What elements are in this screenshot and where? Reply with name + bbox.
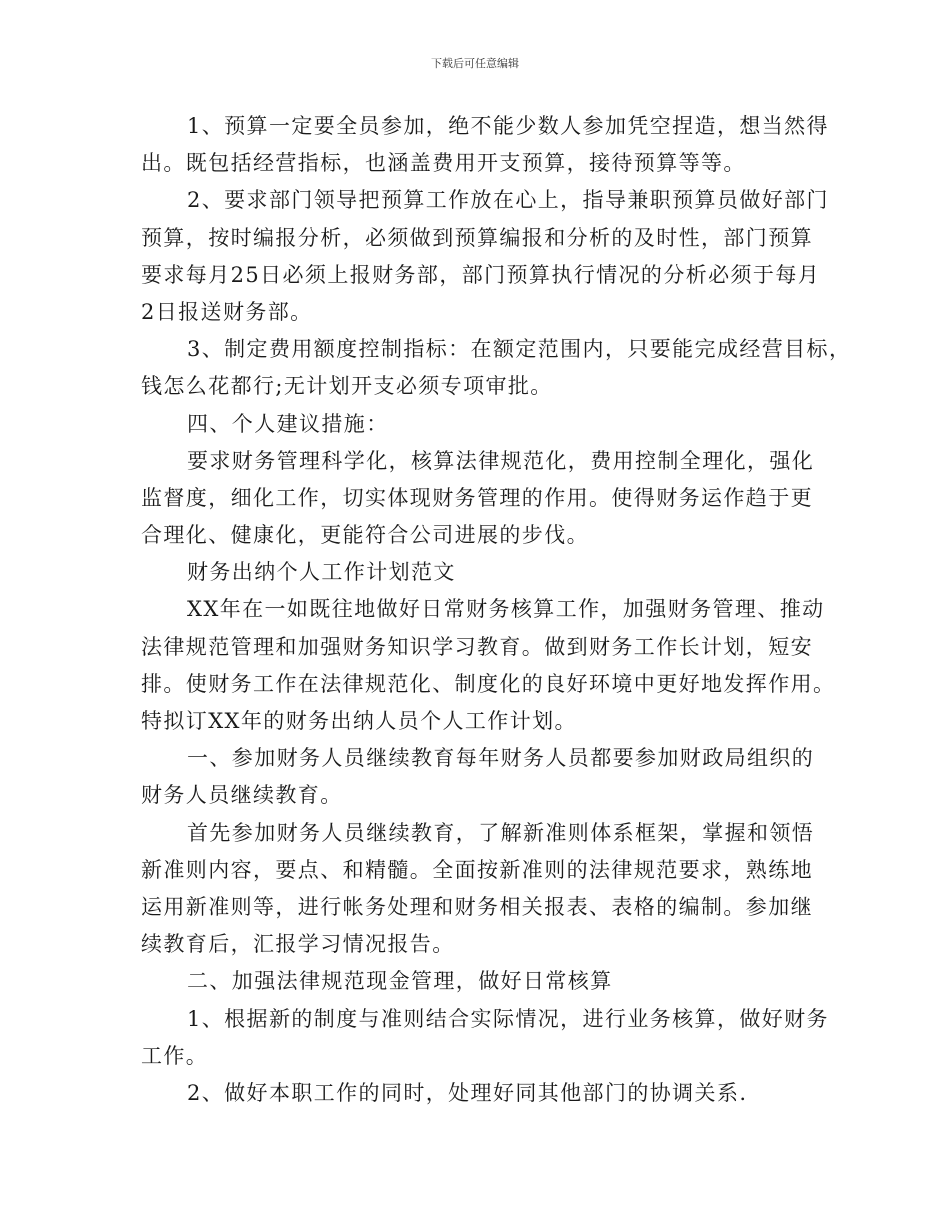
text-line: 特拟订XX年的财务出纳人员个人工作计划。 (141, 709, 577, 733)
text-line: 2日报送财务部。 (141, 299, 313, 324)
page-header-note: 下载后可任意编辑 (431, 57, 519, 70)
text-line: 续教育后，汇报学习情况报告。 (141, 932, 455, 957)
text-line: 预算，按时编报分析，必须做到预算编报和分析的及时性，部门预算 (141, 225, 813, 250)
text-line: 3、制定费用额度控制指标：在额定范围内，只要能完成经营目标， (187, 337, 852, 362)
text-line: 监督度，细化工作，切实体现财务管理的作用。使得财务运作趋于更 (141, 485, 813, 510)
text-line: 新准则内容，要点、和精髓。全面按新准则的法律规范要求，熟练地 (141, 857, 813, 882)
text-line: 合理化、健康化，更能符合公司进展的步伐。 (141, 523, 589, 548)
text-line: 2、做好本职工作的同时，处理好同其他部门的协调关系. (187, 1080, 748, 1105)
text-line: 1、根据新的制度与准则结合实际情况，进行业务核算，做好财务 (187, 1006, 829, 1031)
text-line: 排。使财务工作在法律规范化、制度化的良好环境中更好地发挥作用。 (141, 671, 836, 696)
text-line: 2、要求部门领导把预算工作放在心上，指导兼职预算员做好部门 (187, 188, 829, 213)
section-heading: 一、参加财务人员继续教育每年财务人员都要参加财政局组织的 (187, 746, 815, 771)
text-line: 出。既包括经营指标，也涵盖费用开支预算，接待预算等等。 (141, 151, 746, 176)
text-line: 要求每月25日必须上报财务部，部门预算执行情况的分析必须于每月 (141, 262, 821, 287)
text-line: 财务人员继续教育。 (141, 783, 343, 808)
text-line: 工作。 (141, 1043, 209, 1068)
section-heading: 二、加强法律规范现金管理，做好日常核算 (187, 969, 613, 994)
section-heading: 四、个人建议措施： (187, 411, 389, 436)
document-body (141, 108, 852, 1112)
text-line: 运用新准则等，进行帐务处理和财务相关报表、表格的编制。参加继 (141, 894, 813, 919)
text-line: 钱怎么花都行;无计划开支必须专项审批。 (141, 374, 553, 399)
text-line: 法律规范管理和加强财务知识学习教育。做到财务工作长计划，短安 (141, 634, 813, 659)
text-line: 首先参加财务人员继续教育，了解新准则体系框架，掌握和领悟 (187, 820, 815, 845)
text-line: 1、预算一定要全员参加，绝不能少数人参加凭空捏造，想当然得 (187, 114, 829, 138)
text-line: XX年在一如既往地做好日常财务核算工作，加强财务管理、推动 (187, 597, 825, 622)
section-title: 财务出纳个人工作计划范文 (187, 560, 456, 585)
text-line: 要求财务管理科学化，核算法律规范化，费用控制全理化，强化 (187, 448, 815, 473)
